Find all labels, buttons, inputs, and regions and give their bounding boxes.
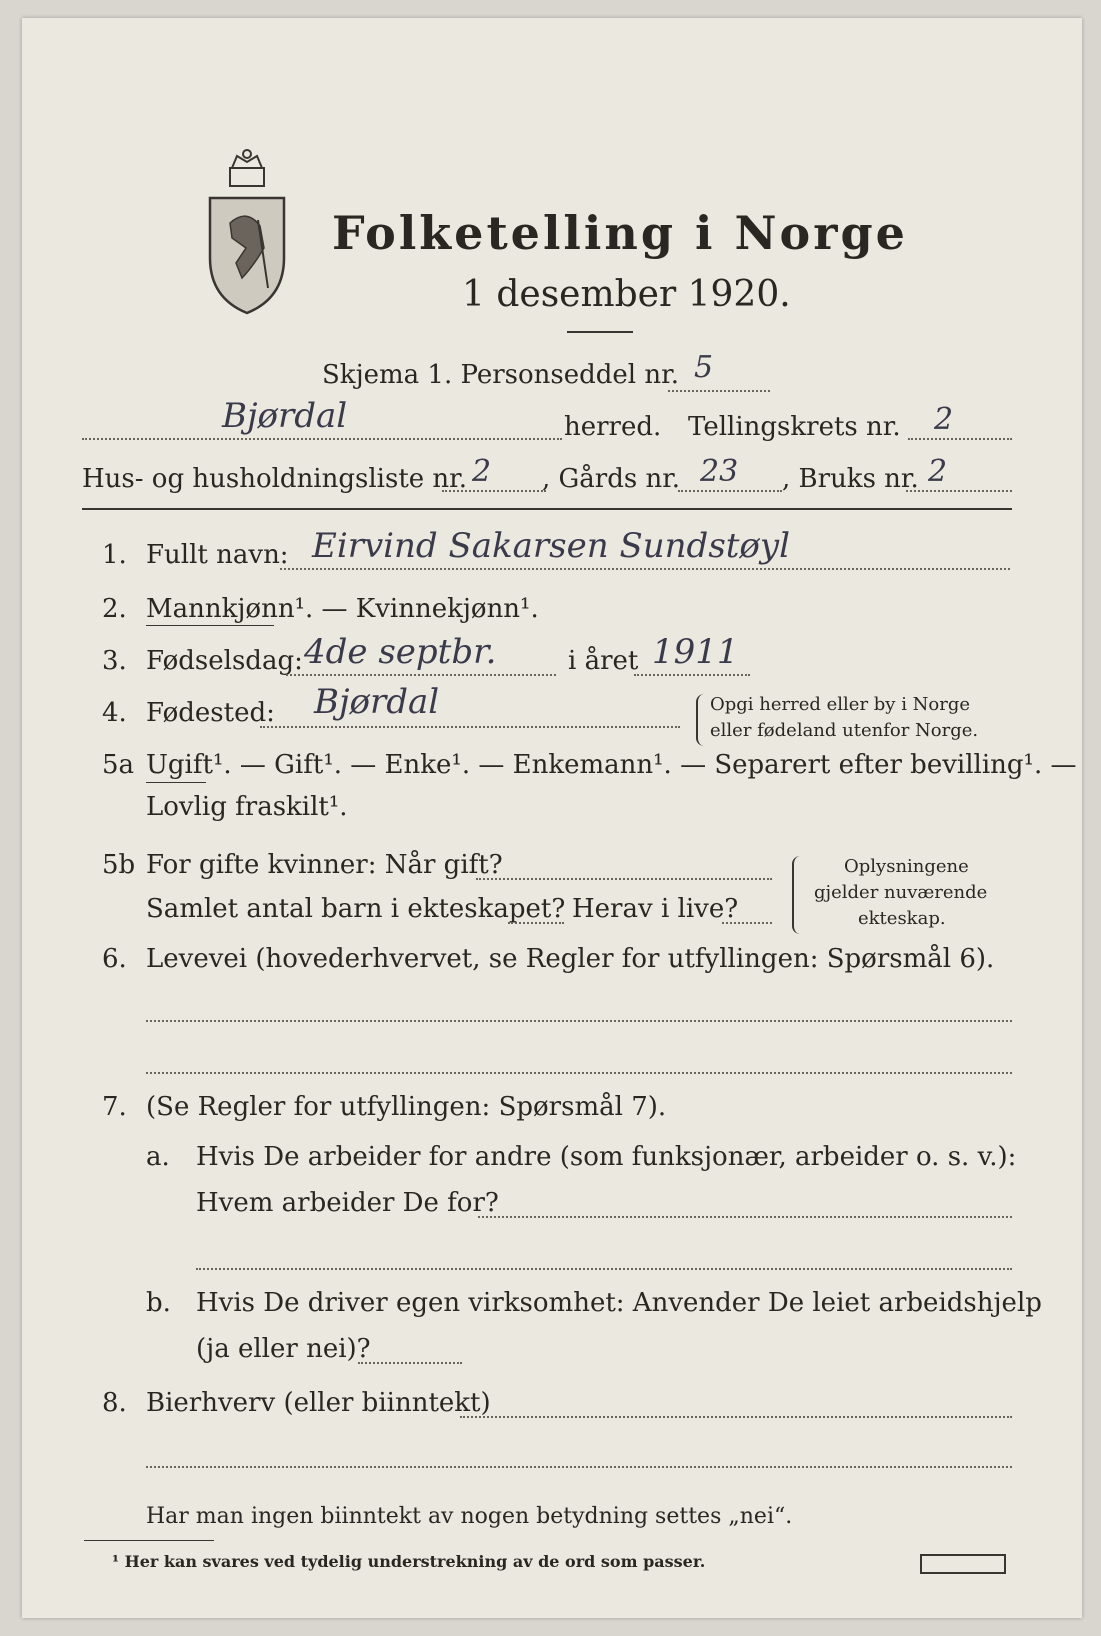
footnote: ¹ Her kan svares ved tydelig understrekning av de ord som passer. xyxy=(112,1552,706,1571)
q3-number: 3. xyxy=(102,646,127,676)
q4-label: Fødested: xyxy=(146,698,275,728)
birthplace-field[interactable] xyxy=(260,726,680,728)
herred-field[interactable] xyxy=(82,438,562,440)
q5a-number: 5a xyxy=(102,750,135,780)
q7-number: 7. xyxy=(102,1092,127,1122)
q7b-line-1: Hvis De driver egen virksomhet: Anvender De leiet arbeidshjelp xyxy=(196,1288,1042,1318)
full-name-value: Eirvind Sakarsen Sundstøyl xyxy=(312,526,790,566)
q5b-note-brace xyxy=(792,856,802,934)
gards-field[interactable] xyxy=(678,490,782,492)
coat-of-arms-icon xyxy=(202,148,292,318)
year-value: 1911 xyxy=(652,632,739,672)
q6-label: Levevei (hovederhvervet, se Regler for utfyllingen: Spørsmål 6). xyxy=(146,944,995,974)
year-label: i året xyxy=(568,646,639,676)
schema-label: Skjema 1. Personseddel nr. xyxy=(322,360,679,390)
title-divider xyxy=(567,331,633,333)
q5b-line-1: For gifte kvinner: Når gift? xyxy=(146,850,503,880)
side-income-field-1[interactable] xyxy=(460,1416,1012,1418)
children-total-field[interactable] xyxy=(508,922,564,924)
bruks-label: , Bruks nr. xyxy=(782,464,919,494)
q2-number: 2. xyxy=(102,594,127,624)
q5b-line-2b: Herav i live? xyxy=(572,894,739,924)
tellingskrets-label: Tellingskrets nr. xyxy=(688,412,901,442)
hired-help-field[interactable] xyxy=(358,1362,462,1364)
employer-field-1[interactable] xyxy=(478,1216,1012,1218)
q7a-number: a. xyxy=(146,1142,170,1172)
bruks-value: 2 xyxy=(928,454,948,489)
q5b-number: 5b xyxy=(102,850,136,880)
q1-label: Fullt navn: xyxy=(146,540,289,570)
census-date: 1 desember 1920. xyxy=(462,274,791,315)
gards-label: , Gårds nr. xyxy=(542,464,681,494)
ugift-underline xyxy=(146,782,206,783)
footnote-divider xyxy=(84,1540,214,1541)
printer-stamp xyxy=(920,1554,1006,1574)
birthplace-note-1: Opgi herred eller by i Norge xyxy=(710,694,971,715)
q8-label: Bierhverv (eller biinntekt) xyxy=(146,1388,491,1418)
employer-field-2[interactable] xyxy=(196,1268,1012,1270)
census-form xyxy=(22,18,1082,1618)
q4-number: 4. xyxy=(102,698,127,728)
q6-number: 6. xyxy=(102,944,127,974)
schema-number-value: 5 xyxy=(694,350,714,385)
gards-value: 23 xyxy=(700,454,739,489)
occupation-field-2[interactable] xyxy=(146,1072,1012,1074)
children-alive-field[interactable] xyxy=(722,922,772,924)
birthplace-note-brace xyxy=(696,694,706,746)
q7b-line-2: (ja eller nei)? xyxy=(196,1334,371,1364)
header-divider xyxy=(82,508,1012,510)
tellingskrets-field[interactable] xyxy=(908,438,1012,440)
q5b-note-1: Oplysningene xyxy=(844,856,969,877)
occupation-field-1[interactable] xyxy=(146,1020,1012,1022)
tellingskrets-value: 2 xyxy=(934,402,954,437)
birthday-field[interactable] xyxy=(286,674,556,676)
hus-label: Hus- og husholdningsliste nr. xyxy=(82,464,468,494)
bruks-field[interactable] xyxy=(906,490,1012,492)
q5b-note-3: ekteskap. xyxy=(858,908,946,929)
side-income-field-2[interactable] xyxy=(146,1466,1012,1468)
q7b-number: b. xyxy=(146,1288,171,1318)
hus-value: 2 xyxy=(472,454,492,489)
mannkjonn-underline xyxy=(146,625,274,626)
q3-label: Fødselsdag: xyxy=(146,646,303,676)
married-when-field[interactable] xyxy=(476,878,772,880)
herred-value: Bjørdal xyxy=(222,396,348,436)
full-name-field[interactable] xyxy=(280,568,1010,570)
herred-label: herred. xyxy=(564,412,662,442)
hus-field[interactable] xyxy=(442,490,546,492)
q8-number: 8. xyxy=(102,1388,127,1418)
q7a-line-1: Hvis De arbeider for andre (som funksjonær, arbeider o. s. v.): xyxy=(196,1142,1017,1172)
birthday-value: 4de septbr. xyxy=(304,632,497,672)
q7-label: (Se Regler for utfyllingen: Spørsmål 7). xyxy=(146,1092,667,1122)
q5b-line-2: Samlet antal barn i ekteskapet? xyxy=(146,894,566,924)
birthplace-value: Bjørdal xyxy=(314,682,440,722)
q5a-line-2: Lovlig fraskilt¹. xyxy=(146,792,348,822)
q1-number: 1. xyxy=(102,540,127,570)
form-title: Folketelling i Norge xyxy=(332,206,908,260)
footer-note: Har man ingen biinntekt av nogen betydning settes „nei“. xyxy=(146,1504,793,1529)
birthplace-note-2: eller fødeland utenfor Norge. xyxy=(710,720,979,741)
year-field[interactable] xyxy=(634,674,750,676)
q7a-line-2: Hvem arbeider De for? xyxy=(196,1188,499,1218)
q2-label: Mannkjønn¹. — Kvinnekjønn¹. xyxy=(146,594,539,624)
q5a-line-1: Ugift¹. — Gift¹. — Enke¹. — Enkemann¹. — Separert efter bevilling¹. — xyxy=(146,750,1077,780)
schema-number-field[interactable] xyxy=(668,390,770,392)
q5b-note-2: gjelder nuværende xyxy=(814,882,988,903)
